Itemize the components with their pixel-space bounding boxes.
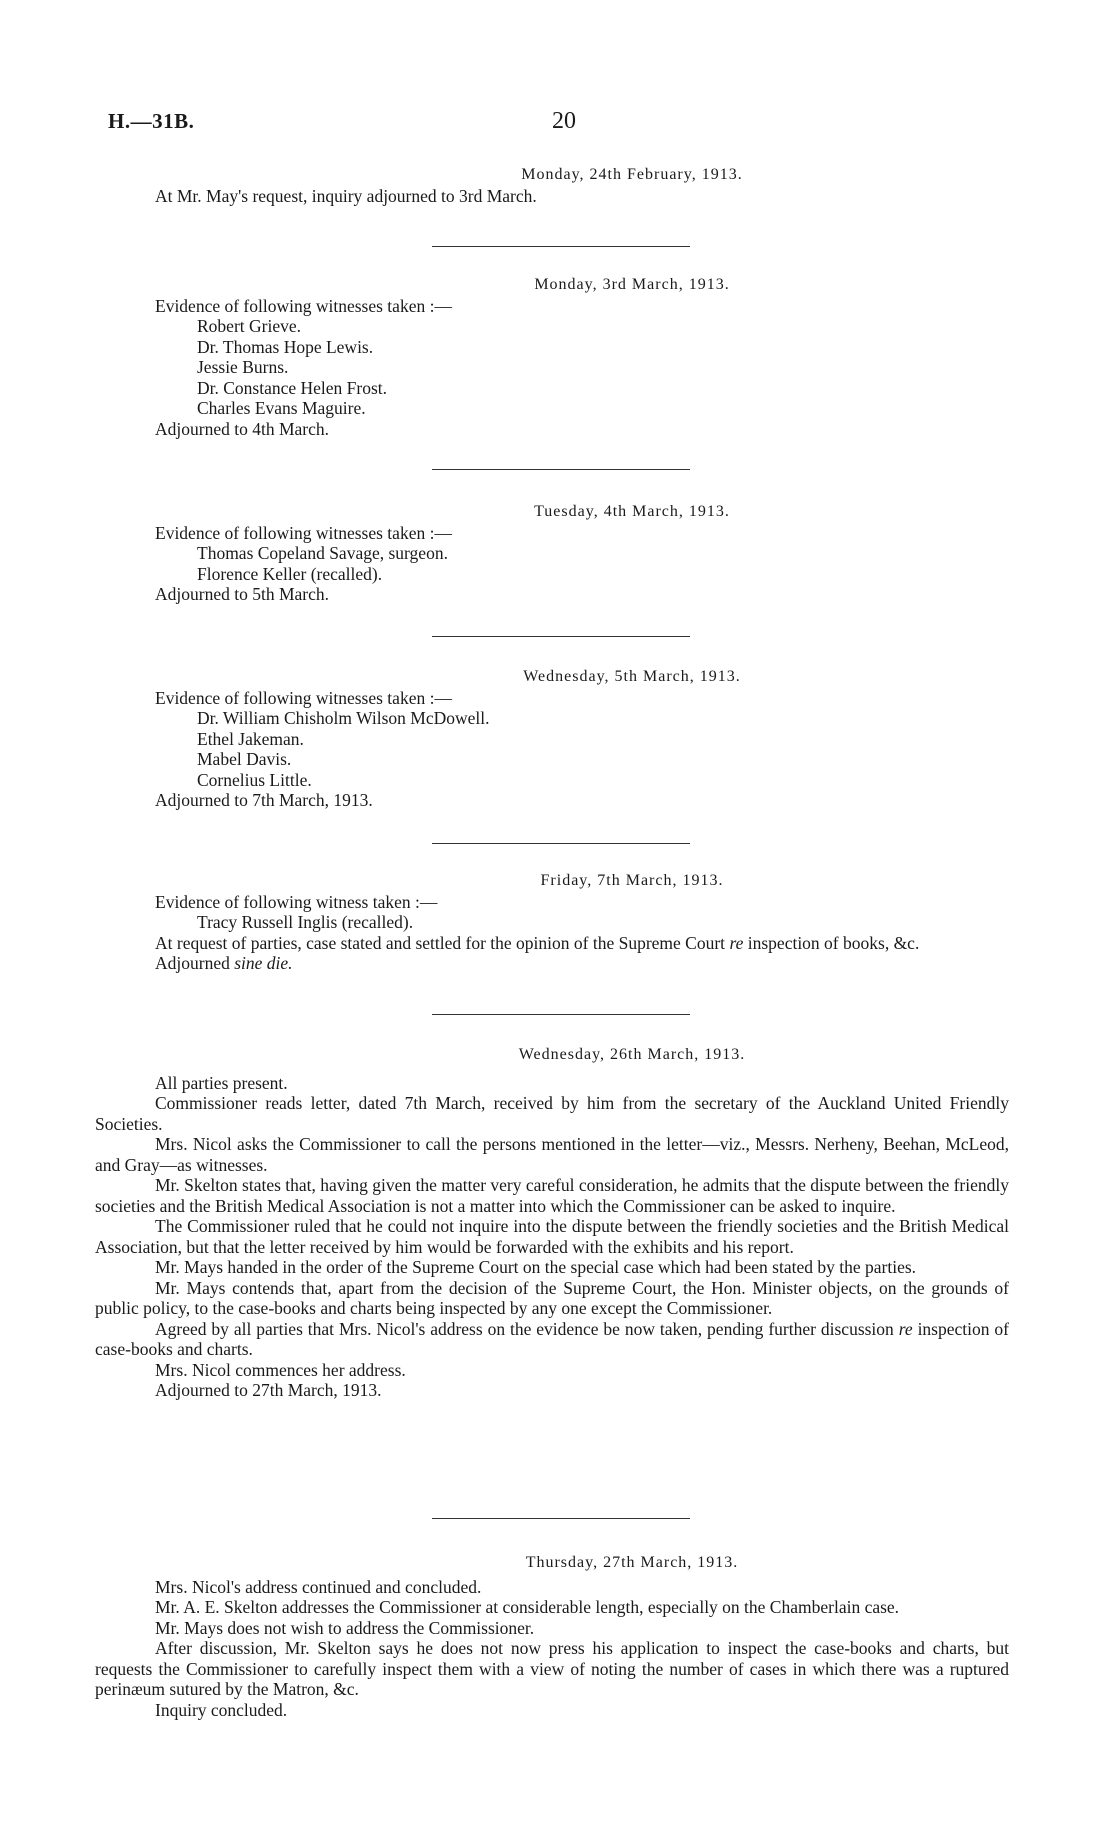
evidence-intro: Evidence of following witnesses taken :— bbox=[155, 522, 452, 543]
entry-24-feb bbox=[0, 165, 1114, 206]
entry-27-mar bbox=[0, 1553, 1114, 1720]
entry-paragraph: Mr. Mays contends that, apart from the decision of the Supreme Court, the Hon. Minister objects, on the grounds of public policy, to the case-books and charts being inspected by any one except the Commissioner. bbox=[95, 1277, 1009, 1318]
entry-paragraph: Agreed by all parties that Mrs. Nicol's address on the evidence be now taken, pending further discussion re inspection of case-books and charts. bbox=[95, 1318, 1009, 1359]
entry-date: Monday, 24th February, 1913. bbox=[521, 166, 743, 183]
evidence-intro: Evidence of following witness taken :— bbox=[155, 891, 438, 912]
adjournment: Adjourned sine die. bbox=[155, 953, 293, 973]
section-divider bbox=[432, 636, 690, 637]
entry-paragraph: Adjourned to 27th March, 1913. bbox=[155, 1380, 382, 1400]
witness-name: Thomas Copeland Savage, surgeon. bbox=[197, 543, 448, 563]
entry-date: Wednesday, 26th March, 1913. bbox=[518, 1046, 746, 1063]
entry-date: Tuesday, 4th March, 1913. bbox=[534, 503, 730, 520]
section-divider bbox=[432, 843, 690, 844]
witness-name: Cornelius Little. bbox=[197, 769, 312, 790]
entry-7-mar bbox=[0, 871, 1114, 974]
entry-paragraph: Mr. Skelton states that, having given the matter very careful consideration, he admits that the dispute between the friendly societies and the British Medical Association is not a matter into which the Commissioner can be asked to inquire. bbox=[95, 1175, 1009, 1216]
section-divider bbox=[432, 246, 690, 247]
document-reference: H.—31B. bbox=[108, 109, 195, 133]
section-divider bbox=[432, 469, 690, 470]
entry-3-mar bbox=[0, 275, 1114, 439]
witness-name: Ethel Jakeman. bbox=[197, 728, 304, 749]
witness-name: Dr. Thomas Hope Lewis. bbox=[197, 336, 374, 357]
entry-paragraph: Mr. A. E. Skelton addresses the Commissioner at considerable length, especially on the Chamberlain case. bbox=[155, 1597, 900, 1617]
evidence-intro: Evidence of following witnesses taken :— bbox=[155, 295, 452, 316]
entry-date: Monday, 3rd March, 1913. bbox=[534, 276, 730, 293]
section-divider bbox=[432, 1014, 690, 1015]
page-number: 20 bbox=[552, 108, 576, 134]
entry-paragraph: All parties present. bbox=[155, 1072, 288, 1093]
entry-paragraph: Mrs. Nicol asks the Commissioner to call the persons mentioned in the letter—viz., Messrs. Nerheny, Beehan, McLeod, and Gray—as witnesses. bbox=[95, 1134, 1009, 1175]
adjournment: Adjourned to 5th March. bbox=[155, 584, 329, 604]
entry-paragraph: The Commissioner ruled that he could not inquire into the dispute between the friendly societies and the British Medical Association, but that the letter received by him would be forwarded with the exhibits and his report. bbox=[95, 1216, 1009, 1257]
entry-line: At Mr. May's request, inquiry adjourned to 3rd March. bbox=[155, 185, 537, 206]
entry-paragraph: After discussion, Mr. Skelton says he does not now press his application to inspect the case-books and charts, but requests the Commissioner to carefully inspect them with a view of noting the number of cases in which there was a ruptured perinæum sutured by the Matron, &c. bbox=[95, 1638, 1009, 1699]
entry-paragraph: Commissioner reads letter, dated 7th March, received by him from the secretary of the Auckland United Friendly Societies. bbox=[95, 1093, 1009, 1134]
witness-name: Jessie Burns. bbox=[197, 357, 289, 377]
witness-name: Dr. William Chisholm Wilson McDowell. bbox=[197, 708, 490, 728]
entry-date: Thursday, 27th March, 1913. bbox=[525, 1554, 739, 1571]
entry-paragraph: At request of parties, case stated and settled for the opinion of the Supreme Court re inspection of books, &c. bbox=[155, 932, 920, 953]
entry-26-mar bbox=[0, 1045, 1114, 1401]
entry-5-mar bbox=[0, 667, 1114, 811]
section-divider bbox=[432, 1518, 690, 1519]
adjournment: Adjourned to 4th March. bbox=[155, 418, 329, 439]
evidence-intro: Evidence of following witnesses taken :— bbox=[155, 687, 452, 708]
entry-paragraph: Mrs. Nicol commences her address. bbox=[155, 1359, 406, 1380]
entry-paragraph: Inquiry concluded. bbox=[155, 1699, 288, 1720]
witness-name: Tracy Russell Inglis (recalled). bbox=[197, 912, 414, 932]
witness-name: Charles Evans Maguire. bbox=[197, 398, 366, 418]
entry-date: Wednesday, 5th March, 1913. bbox=[523, 668, 741, 685]
witness-name: Florence Keller (recalled). bbox=[197, 563, 383, 584]
witness-name: Mabel Davis. bbox=[197, 749, 292, 769]
adjournment: Adjourned to 7th March, 1913. bbox=[155, 790, 373, 810]
witness-name: Robert Grieve. bbox=[197, 316, 301, 336]
entry-paragraph: Mr. Mays handed in the order of the Supreme Court on the special case which had been stated by the parties. bbox=[155, 1257, 917, 1277]
entry-paragraph: Mrs. Nicol's address continued and concluded. bbox=[155, 1576, 482, 1597]
entry-date: Friday, 7th March, 1913. bbox=[540, 872, 724, 889]
entry-4-mar bbox=[0, 502, 1114, 605]
entry-paragraph: Mr. Mays does not wish to address the Commissioner. bbox=[155, 1617, 535, 1638]
witness-name: Dr. Constance Helen Frost. bbox=[197, 377, 388, 398]
